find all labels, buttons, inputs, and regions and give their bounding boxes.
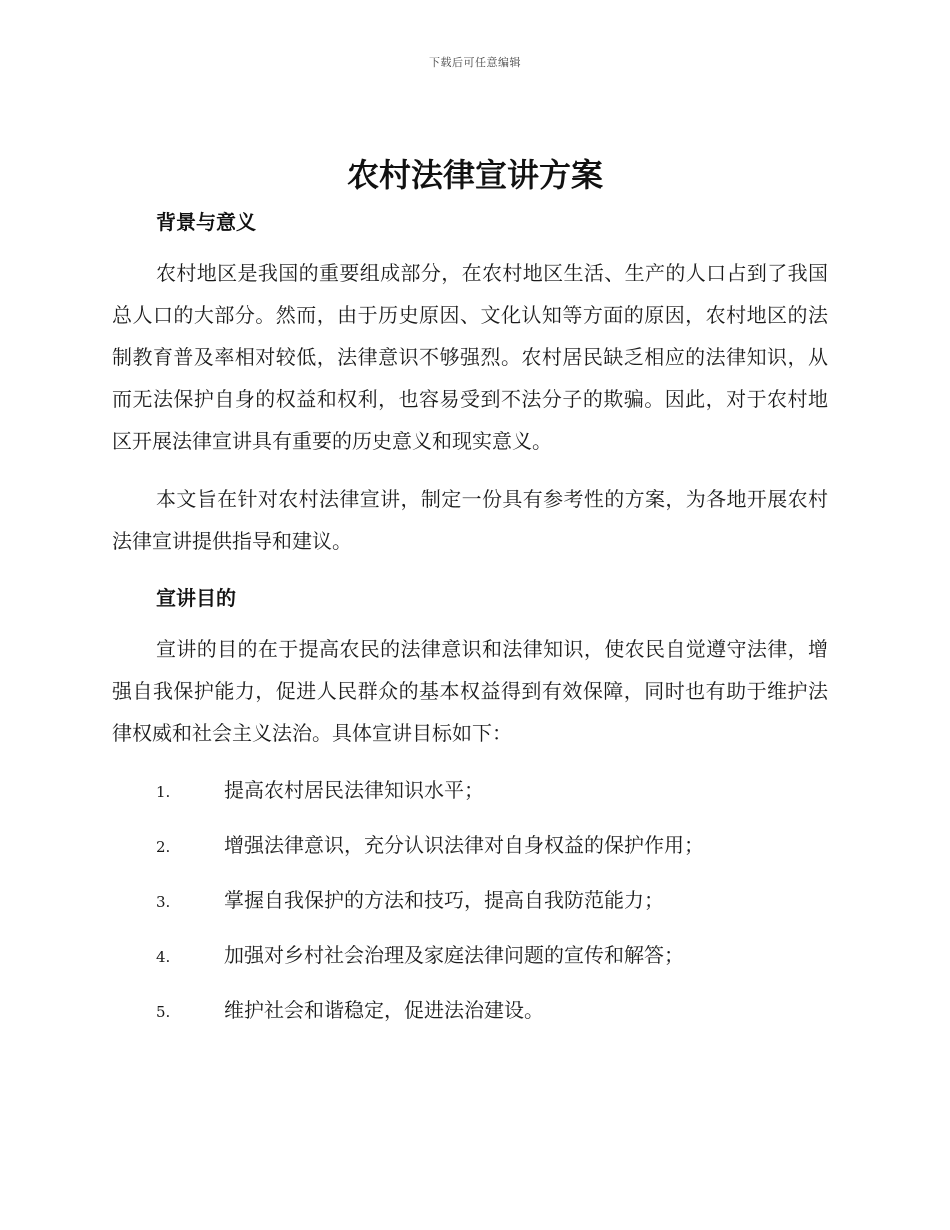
list-item-text: 掌握自我保护的方法和技巧，提高自我防范能力； [224, 888, 664, 912]
paragraph-background-1: 农村地区是我国的重要组成部分，在农村地区生活、生产的人口占到了我国总人口的大部分。然而，由于历史原因、文化认知等方面的原因，农村地区的法制教育普及率相对较低，法律意识不够强烈。农村居民缺乏相应的法律知识，从而无法保护自身的权益和权利，也容易受到不法分子的欺骗。因此，对于农村地区开展法律宣讲具有重要的历史意义和现实意义。 [112, 261, 828, 453]
page-header: 下载后可任意编辑 [429, 56, 521, 69]
list-item [156, 831, 836, 861]
list-item [156, 996, 836, 1026]
list-item [156, 941, 836, 971]
paragraph-background-2: 本文旨在针对农村法律宣讲，制定一份具有参考性的方案，为各地开展农村法律宣讲提供指导和建议。 [112, 487, 828, 553]
paragraph-purpose-1: 宣讲的目的在于提高农民的法律意识和法律知识，使农民自觉遵守法律，增强自我保护能力，促进人民群众的基本权益得到有效保障，同时也有助于维护法律权威和社会主义法治。具体宣讲目标如下： [112, 637, 828, 745]
section-heading-background: 背景与意义 [156, 210, 256, 234]
section-heading-purpose: 宣讲目的 [156, 586, 236, 610]
document-title: 农村法律宣讲方案 [346, 156, 603, 194]
list-item [156, 776, 836, 806]
list-item-number: 1. [156, 783, 171, 801]
list-item-text: 加强对乡村社会治理及家庭法律问题的宣传和解答； [224, 943, 684, 967]
list-item-text: 增强法律意识，充分认识法律对自身权益的保护作用； [224, 833, 704, 857]
list-item [156, 886, 836, 916]
list-item-number: 2. [156, 838, 171, 856]
list-item-number: 3. [156, 893, 171, 911]
list-item-text: 提高农村居民法律知识水平； [224, 778, 484, 802]
list-item-number: 5. [156, 1003, 171, 1021]
list-item-text: 维护社会和谐稳定，促进法治建设。 [224, 998, 544, 1022]
list-item-number: 4. [156, 948, 171, 966]
